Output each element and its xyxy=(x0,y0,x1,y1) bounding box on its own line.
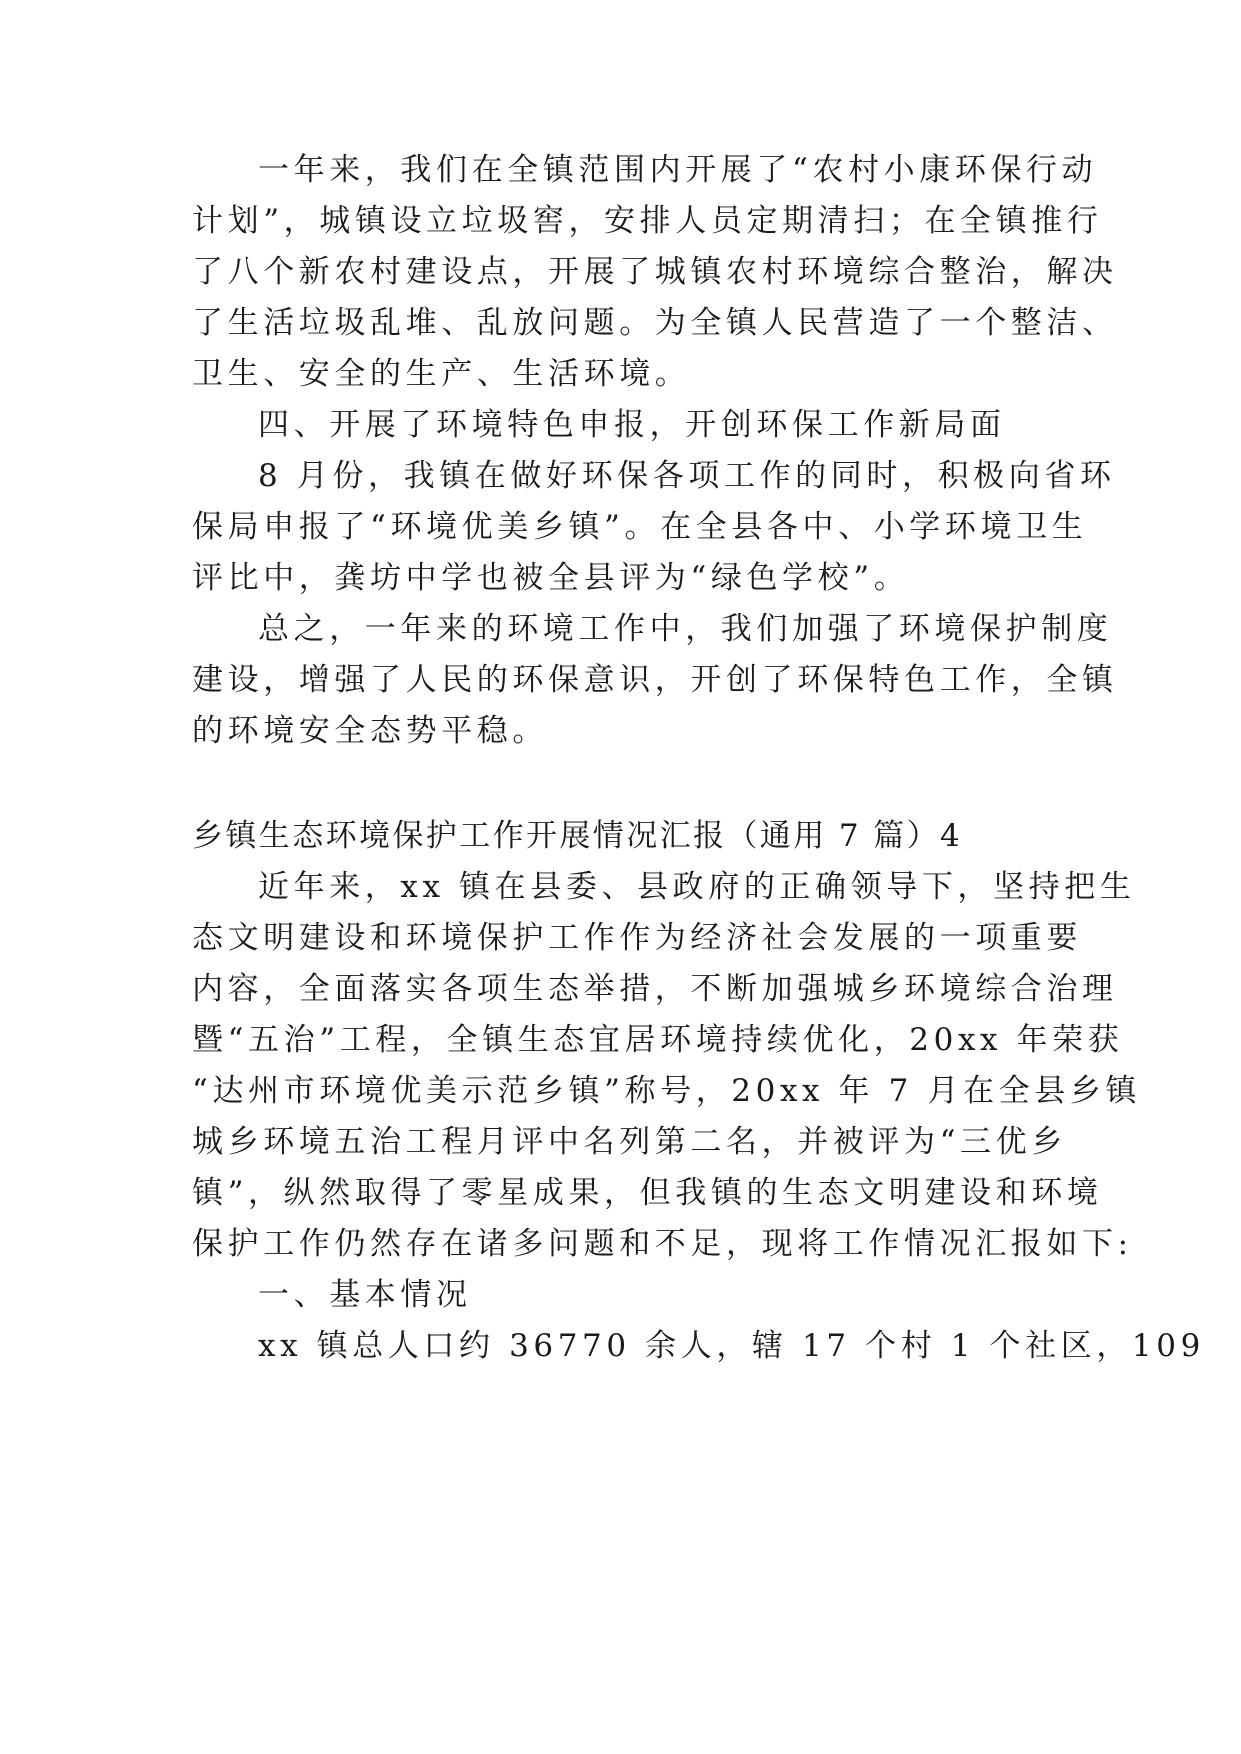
section-heading: 四、开展了环境特色申报，开创环保工作新局面 xyxy=(258,407,1006,443)
paragraph-line: 建设，增强了人民的环保意识，开创了环保特色工作，全镇 xyxy=(192,662,1118,698)
paragraph-line: 评比中，龚坊中学也被全县评为“绿色学校”。 xyxy=(192,560,910,596)
paragraph-line: 了生活垃圾乱堆、乱放问题。为全镇人民营造了一个整洁、 xyxy=(192,305,1118,341)
paragraph-line: 态文明建设和环境保护工作作为经济社会发展的一项重要 xyxy=(192,920,1082,956)
paragraph-line: 镇”，纵然取得了零星成果，但我镇的生态文明建设和环境 xyxy=(192,1175,1103,1211)
paragraph-line: 了八个新农村建设点，开展了城镇农村环境综合整治，解决 xyxy=(192,254,1118,290)
paragraph-line: “达州市环境优美示范乡镇”称号，20xx 年 7 月在全县乡镇 xyxy=(192,1073,1141,1109)
paragraph-line: 一年来，我们在全镇范围内开展了“农村小康环保行动 xyxy=(258,152,1098,188)
paragraph-line: 8 月份，我镇在做好环保各项工作的同时，积极向省环 xyxy=(258,458,1116,494)
paragraph-line: 暨“五治”工程，全镇生态宜居环境持续优化，20xx 年荣获 xyxy=(192,1022,1124,1058)
section-heading: 一、基本情况 xyxy=(258,1277,472,1313)
paragraph-line: 卫生、安全的生产、生活环境。 xyxy=(192,356,691,392)
paragraph-line: 计划”，城镇设立垃圾窖，安排人员定期清扫；在全镇推行 xyxy=(192,203,1103,239)
article-title: 乡镇生态环境保护工作开展情况汇报（通用 7 篇）4 xyxy=(192,818,963,854)
paragraph-line: 城乡环境五治工程月评中名列第二名，并被评为“三优乡 xyxy=(192,1124,1067,1160)
paragraph-line: 总之，一年来的环境工作中，我们加强了环境保护制度 xyxy=(258,611,1113,647)
paragraph-line: xx 镇总人口约 36770 余人，辖 17 个村 1 个社区，109 xyxy=(258,1328,1205,1364)
paragraph-line: 的环境安全态势平稳。 xyxy=(192,713,548,749)
paragraph-line: 内容，全面落实各项生态举措，不断加强城乡环境综合治理 xyxy=(192,971,1118,1007)
paragraph-line: 保局申报了“环境优美乡镇”。在全县各中、小学环境卫生 xyxy=(192,509,1088,545)
paragraph-line: 近年来，xx 镇在县委、县政府的正确领导下，坚持把生 xyxy=(258,869,1136,905)
paragraph-line: 保护工作仍然存在诸多问题和不足，现将工作情况汇报如下: xyxy=(192,1226,1133,1262)
